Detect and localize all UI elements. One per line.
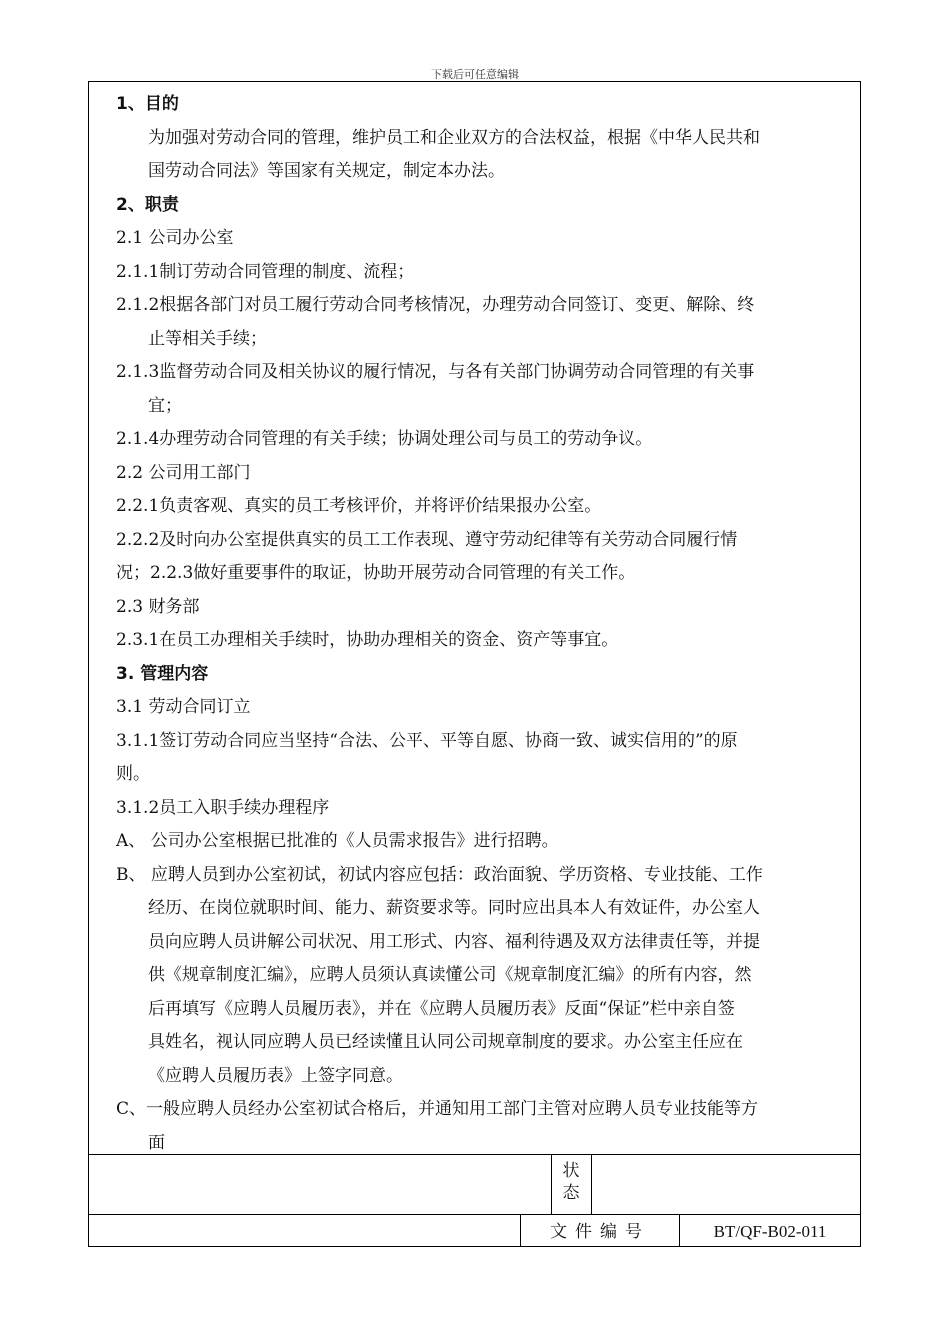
paragraph-line: 2.2.1负责客观、真实的员工考核评价，并将评价结果报办公室。 bbox=[116, 496, 602, 516]
doc-number-value: BT/QF-B02-011 bbox=[713, 1222, 827, 1241]
subsection-heading: 2.1 公司办公室 bbox=[116, 228, 234, 248]
paragraph-line: 2.1.1制订劳动合同管理的制度、流程； bbox=[116, 261, 415, 282]
list-item-c-line: 面 bbox=[148, 1132, 165, 1153]
section-heading-purpose: 1、目的 bbox=[116, 94, 179, 114]
paragraph-line: 为加强对劳动合同的管理，维护员工和企业双方的合法权益，根据《中华人民共和 bbox=[148, 127, 760, 148]
doc-number-label: 文件编号 bbox=[550, 1222, 650, 1242]
list-item-b-line: 经历、在岗位就职时间、能力、薪资要求等。同时应出具本人有效证件，办公室人 bbox=[148, 898, 760, 918]
list-item-c: C、一般应聘人员经办公室初试合格后，并通知用工部门主管对应聘人员专业技能等方 bbox=[116, 1099, 759, 1119]
footer-divider-top bbox=[88, 1154, 861, 1155]
list-item-b-line: 员向应聘人员讲解公司状况、用工形式、内容、福利待遇及双方法律责任等，并提 bbox=[148, 931, 760, 952]
paragraph-line: 2.1.4办理劳动合同管理的有关手续；协调处理公司与员工的劳动争议。 bbox=[116, 429, 653, 449]
list-item-b-line: 后再填写《应聘人员履历表》，并在《应聘人员履历表》反面“保证”栏中亲自签 bbox=[148, 998, 735, 1019]
list-item-b: B、 应聘人员到办公室初试，初试内容应包括：政治面貌、学历资格、专业技能、工作 bbox=[116, 864, 763, 885]
paragraph-line: 止等相关手续； bbox=[148, 328, 267, 349]
paragraph-line: 国劳动合同法》等国家有关规定，制定本办法。 bbox=[148, 161, 505, 181]
header-note: 下载后可任意编辑 bbox=[431, 68, 519, 81]
paragraph-line: 况；2.2.3做好重要事件的取证，协助开展劳动合同管理的有关工作。 bbox=[116, 563, 636, 583]
document-body bbox=[116, 88, 856, 1160]
paragraph-line: 2.1.3监督劳动合同及相关协议的履行情况，与各有关部门协调劳动合同管理的有关事 bbox=[116, 362, 755, 382]
subsection-heading: 2.2 公司用工部门 bbox=[116, 462, 251, 483]
section-heading-responsibilities: 2、职责 bbox=[116, 194, 179, 215]
list-item-b-line: 具姓名，视认同应聘人员已经读懂且认同公司规章制度的要求。办公室主任应在 bbox=[148, 1032, 743, 1052]
paragraph-line: 宜； bbox=[148, 395, 182, 416]
subsection-heading: 3.1 劳动合同订立 bbox=[116, 697, 251, 717]
footer-divider-bottom bbox=[88, 1214, 861, 1215]
paragraph-line: 则。 bbox=[116, 764, 150, 784]
list-item-b-line: 《应聘人员履历表》上签字同意。 bbox=[148, 1065, 403, 1086]
paragraph-line: 2.1.2根据各部门对员工履行劳动合同考核情况，办理劳动合同签订、变更、解除、终 bbox=[116, 295, 755, 315]
section-heading-management: 3. 管理内容 bbox=[116, 663, 209, 684]
paragraph-line: 3.1.1签订劳动合同应当坚持“合法、公平、平等自愿、协商一致、诚实信用的”的原 bbox=[116, 730, 738, 751]
paragraph-line: 3.1.2员工入职手续办理程序 bbox=[116, 797, 330, 818]
status-label: 状态 bbox=[562, 1161, 580, 1203]
status-cell-right-border bbox=[591, 1154, 592, 1214]
status-cell-left-border bbox=[551, 1154, 552, 1214]
paragraph-line: 2.2.2及时向办公室提供真实的员工工作表现、遵守劳动纪律等有关劳动合同履行情 bbox=[116, 529, 738, 550]
list-item-b-line: 供《规章制度汇编》，应聘人员须认真读懂公司《规章制度汇编》的所有内容，然 bbox=[148, 965, 752, 985]
list-item-a: A、 公司办公室根据已批准的《人员需求报告》进行招聘。 bbox=[116, 831, 559, 851]
paragraph-line: 2.3.1在员工办理相关手续时，协助办理相关的资金、资产等事宜。 bbox=[116, 630, 619, 650]
subsection-heading: 2.3 财务部 bbox=[116, 596, 200, 617]
